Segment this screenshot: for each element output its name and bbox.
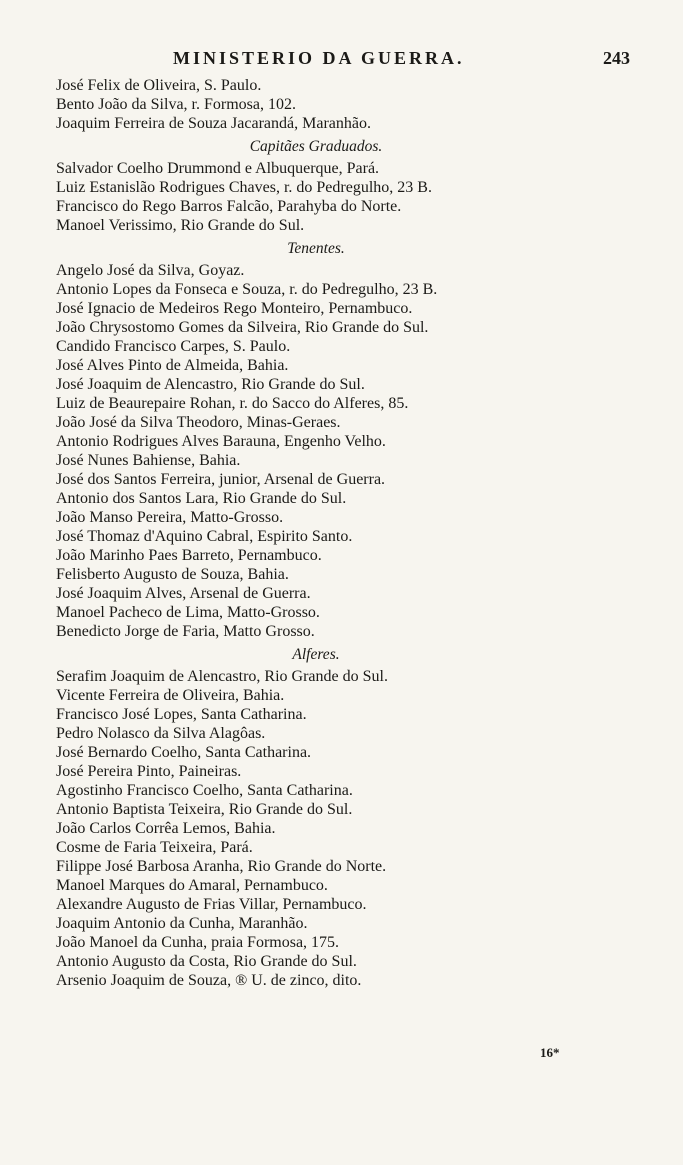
list-item: Antonio Augusto da Costa, Rio Grande do Sul. <box>56 953 357 970</box>
list-item: Joaquim Ferreira de Souza Jacarandá, Maranhão. <box>56 115 371 132</box>
list-item: Cosme de Faria Teixeira, Pará. <box>56 839 253 856</box>
page-header <box>55 48 630 72</box>
list-item: João Chrysostomo Gomes da Silveira, Rio Grande do Sul. <box>56 319 429 336</box>
list-item: Luiz Estanislão Rodrigues Chaves, r. do Pedregulho, 23 B. <box>56 179 432 196</box>
list-item: Filippe José Barbosa Aranha, Rio Grande do Norte. <box>56 858 387 875</box>
signature-mark: 16* <box>540 1045 560 1060</box>
roster-list <box>56 76 576 990</box>
list-item: José Joaquim Alves, Arsenal de Guerra. <box>56 585 311 602</box>
section-heading: Alferes. <box>292 646 340 663</box>
list-item: Manoel Verissimo, Rio Grande do Sul. <box>56 217 305 234</box>
list-item: Luiz de Beaurepaire Rohan, r. do Sacco do Alferes, 85. <box>56 395 409 412</box>
list-item: João Carlos Corrêa Lemos, Bahia. <box>56 820 276 837</box>
section-capitaes-graduados <box>56 137 576 235</box>
list-item: Manoel Marques do Amaral, Pernambuco. <box>56 877 328 894</box>
section-heading: Capitães Graduados. <box>249 138 383 155</box>
list-item: Antonio Baptista Teixeira, Rio Grande do Sul. <box>56 801 353 818</box>
list-item: Alexandre Augusto de Frias Villar, Pernambuco. <box>56 896 367 913</box>
list-item: José Thomaz d'Aquino Cabral, Espirito Santo. <box>56 528 353 545</box>
list-item: Salvador Coelho Drummond e Albuquerque, Pará. <box>56 160 380 177</box>
section-alferes <box>56 645 576 990</box>
list-item: José Ignacio de Medeiros Rego Monteiro, Pernambuco. <box>56 300 413 317</box>
list-item: José Alves Pinto de Almeida, Bahia. <box>56 357 289 374</box>
list-item: José Nunes Bahiense, Bahia. <box>56 452 241 469</box>
intro-entries <box>56 76 576 133</box>
list-item: Francisco do Rego Barros Falcão, Parahyba do Norte. <box>56 198 402 215</box>
list-item: José dos Santos Ferreira, junior, Arsenal de Guerra. <box>56 471 386 488</box>
list-item: Agostinho Francisco Coelho, Santa Catharina. <box>56 782 353 799</box>
list-item: José Bernardo Coelho, Santa Catharina. <box>56 744 312 761</box>
list-item: José Felix de Oliveira, S. Paulo. <box>56 77 262 94</box>
page-number: 243 <box>603 48 630 68</box>
list-item: Serafim Joaquim de Alencastro, Rio Grande do Sul. <box>56 668 388 685</box>
list-item: Antonio Rodrigues Alves Barauna, Engenho Velho. <box>56 433 386 450</box>
list-item: Felisberto Augusto de Souza, Bahia. <box>56 566 289 583</box>
list-item: José Pereira Pinto, Paineiras. <box>56 763 242 780</box>
list-item: Candido Francisco Carpes, S. Paulo. <box>56 338 291 355</box>
list-item: Joaquim Antonio da Cunha, Maranhão. <box>56 915 308 932</box>
list-item: Manoel Pacheco de Lima, Matto-Grosso. <box>56 604 320 621</box>
list-item: Bento João da Silva, r. Formosa, 102. <box>56 96 296 113</box>
list-item: Antonio dos Santos Lara, Rio Grande do Sul. <box>56 490 347 507</box>
list-item: Arsenio Joaquim de Souza, ® U. de zinco, dito. <box>56 972 362 989</box>
list-item: Antonio Lopes da Fonseca e Souza, r. do Pedregulho, 23 B. <box>56 281 438 298</box>
list-item: Benedicto Jorge de Faria, Matto Grosso. <box>56 623 315 640</box>
list-item: Pedro Nolasco da Silva Alagôas. <box>56 725 266 742</box>
list-item: Vicente Ferreira de Oliveira, Bahia. <box>56 687 285 704</box>
list-item: João José da Silva Theodoro, Minas-Geraes. <box>56 414 341 431</box>
section-heading: Tenentes. <box>287 240 345 257</box>
list-item: José Joaquim de Alencastro, Rio Grande do Sul. <box>56 376 365 393</box>
list-item: Francisco José Lopes, Santa Catharina. <box>56 706 307 723</box>
list-item: João Manoel da Cunha, praia Formosa, 175. <box>56 934 340 951</box>
list-item: João Marinho Paes Barreto, Pernambuco. <box>56 547 322 564</box>
list-item: João Manso Pereira, Matto-Grosso. <box>56 509 284 526</box>
section-tenentes <box>56 239 576 641</box>
running-title: MINISTERIO DA GUERRA. <box>173 48 465 68</box>
list-item: Angelo José da Silva, Goyaz. <box>56 262 245 279</box>
